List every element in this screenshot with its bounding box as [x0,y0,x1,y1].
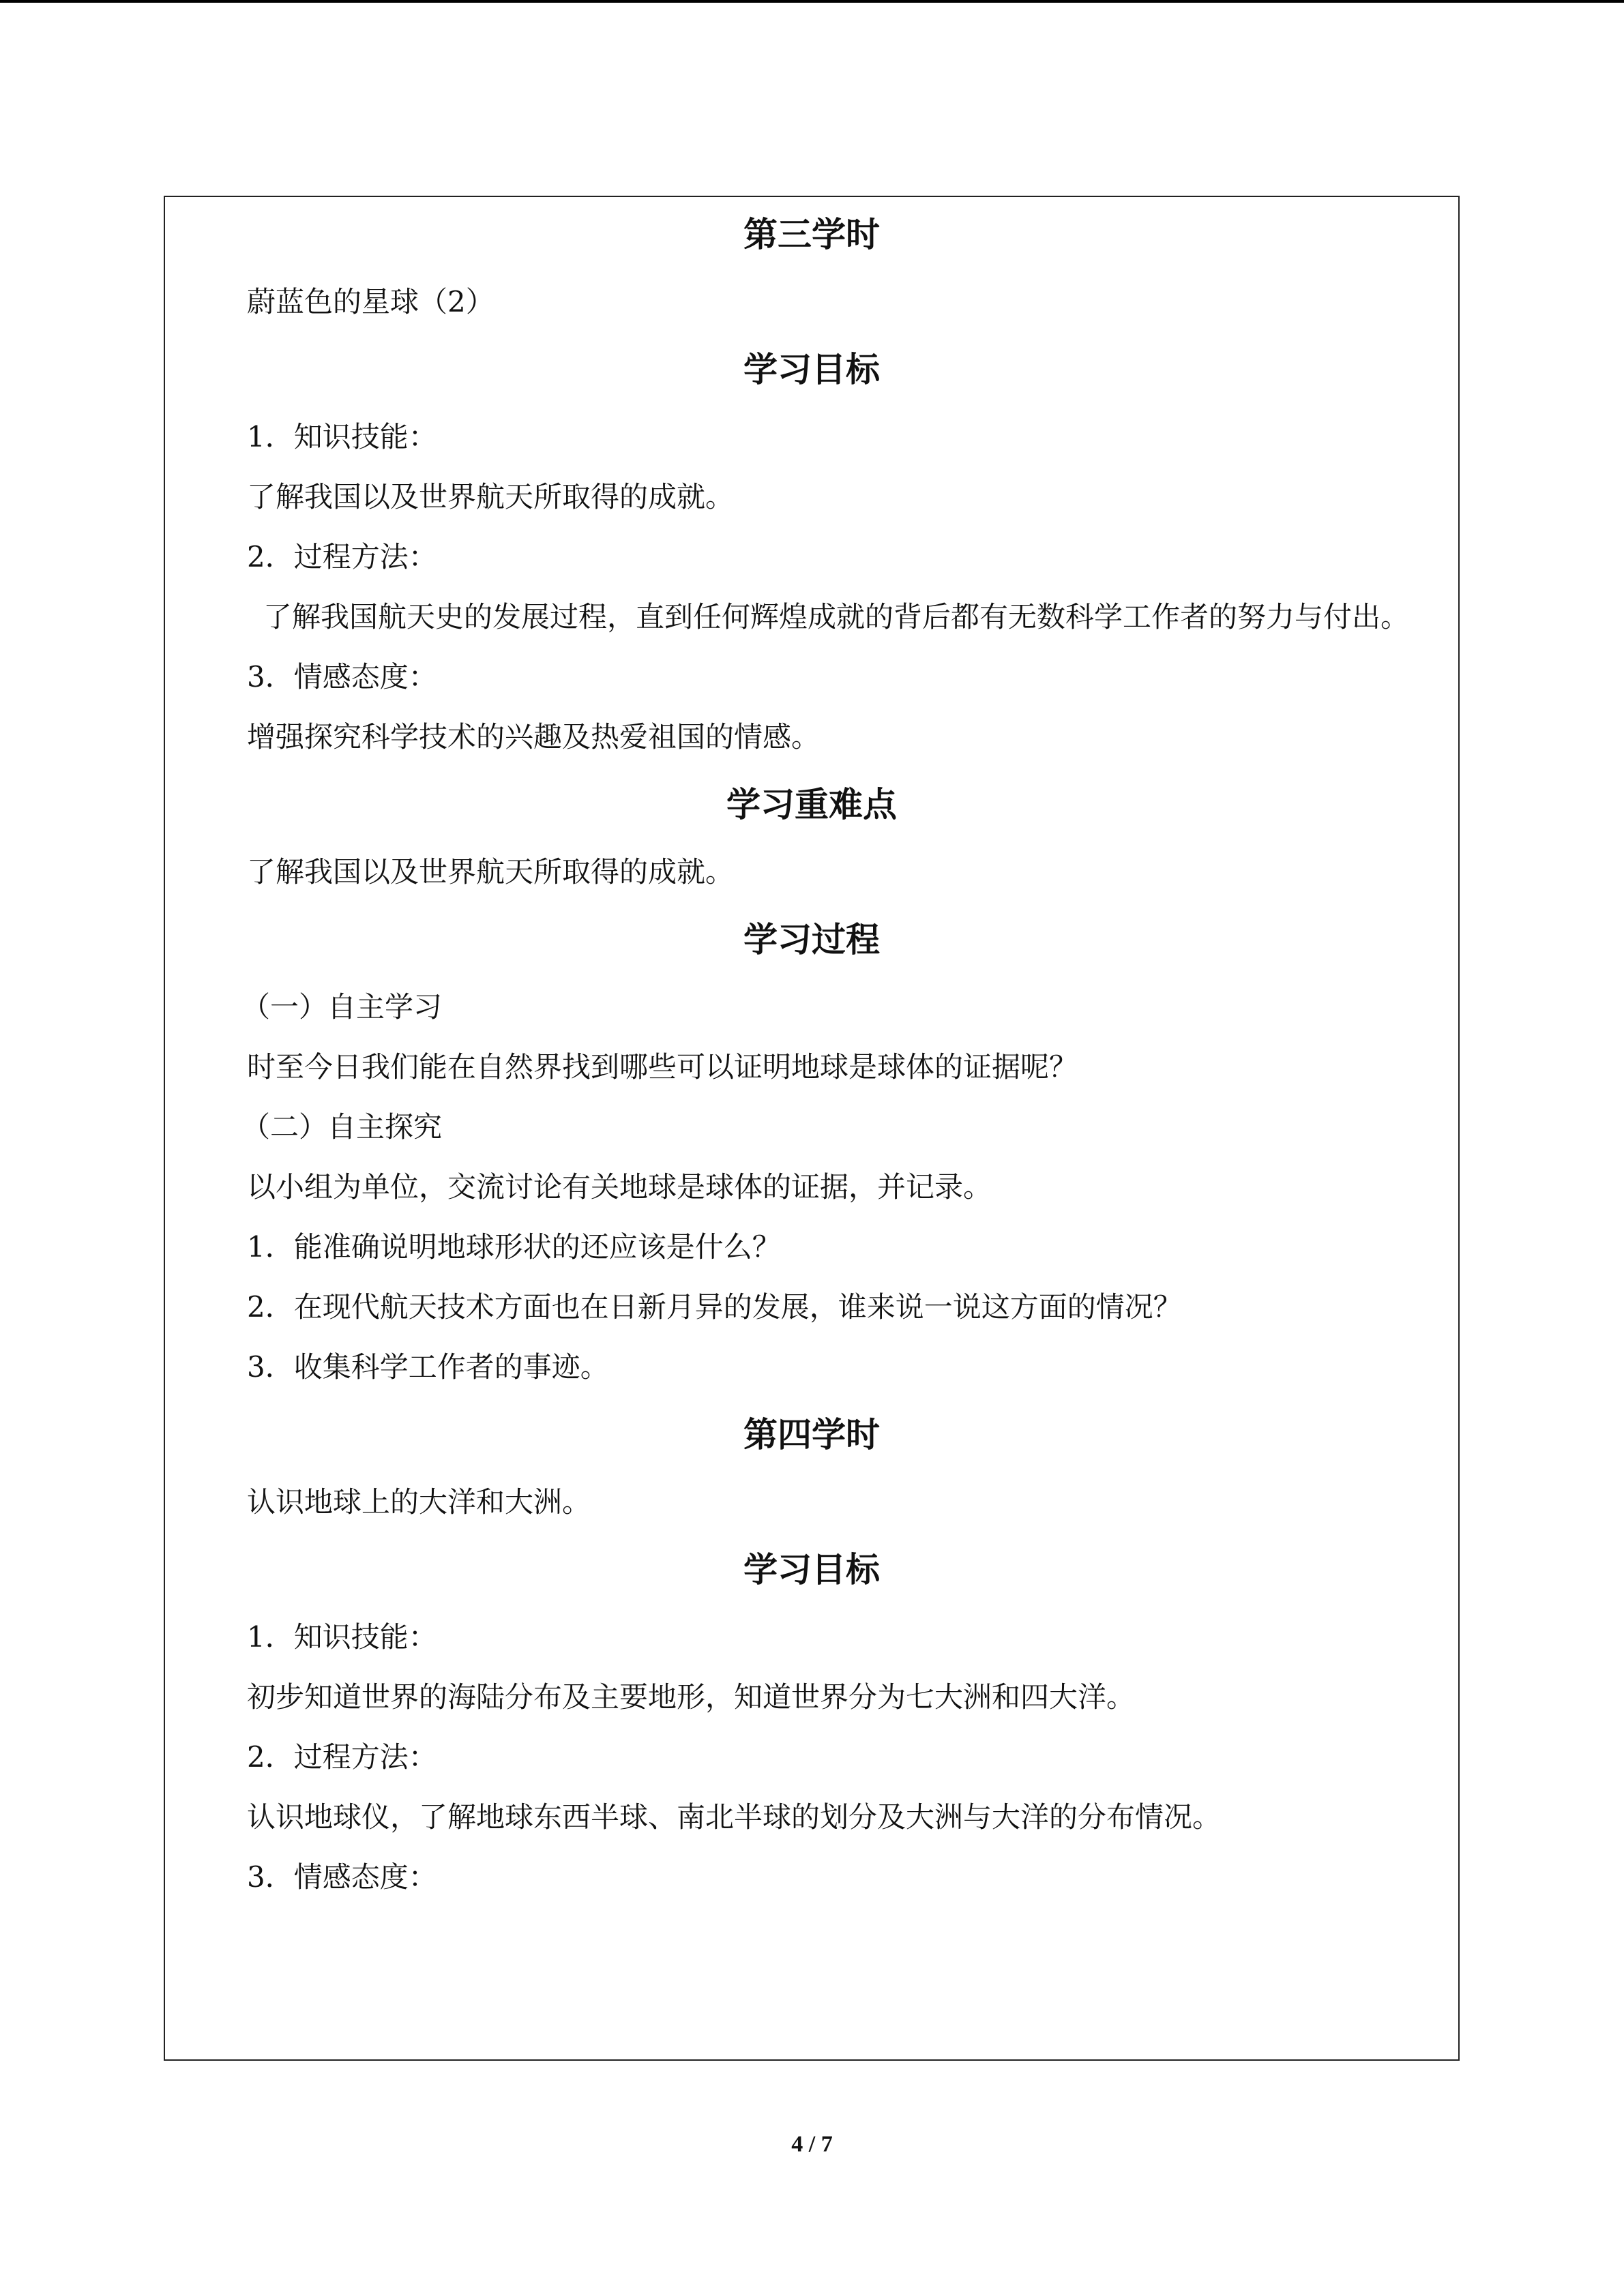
section3-goal3-label: 3．情感态度： [247,660,437,694]
section3-key-text: 了解我国以及世界航天所取得的成就。 [247,855,735,889]
section3-goals-heading: 学习目标 [743,349,880,389]
section3-goal2-text: 了解我国航天史的发展过程，直到任何辉煌成就的背后都有无数科学工作者的努力与付出。 [263,600,1410,633]
section3-process-part2-text: 以小组为单位，交流讨论有关地球是球体的证据，并记录。 [247,1170,992,1204]
section3-key-heading: 学习重难点 [726,784,897,824]
section3-process-part2-label: （二）自主探究 [241,1110,443,1144]
section4-title: 第四学时 [743,1414,880,1455]
section4-goals-heading: 学习目标 [743,1549,880,1590]
section3-process-q1: 1．能准确说明地球形状的还应该是什么？ [247,1230,781,1264]
section3-process-q2: 2．在现代航天技术方面也在日新月异的发展，谁来说一说这方面的情况？ [247,1290,1182,1324]
section3-process-part1-text: 时至今日我们能在自然界找到哪些可以证明地球是球体的证据呢？ [247,1050,1078,1084]
section4-goal3-label: 3．情感态度： [247,1860,437,1894]
page-number: 4 / 7 [791,2132,833,2157]
section3-process-q3: 3．收集科学工作者的事迹。 [247,1350,609,1384]
section3-subtitle: 蔚蓝色的星球（2） [247,285,494,318]
section3-goal1-label: 1．知识技能： [247,420,437,453]
lesson-plan-content [165,197,1458,1907]
section4-goal2-text: 认识地球仪，了解地球东西半球、南北半球的划分及大洲与大洋的分布情况。 [247,1800,1222,1834]
lesson-plan-frame [164,196,1460,2061]
section3-title: 第三学时 [743,214,880,254]
section3-goal1-text: 了解我国以及世界航天所取得的成就。 [247,480,735,513]
page-top-border [0,0,1624,3]
section3-process-heading: 学习过程 [743,919,880,959]
section3-goal3-text: 增强探究科学技术的兴趣及热爱祖国的情感。 [247,720,821,754]
section4-subtitle: 认识地球上的大洋和大洲。 [247,1485,591,1519]
section4-goal1-text: 初步知道世界的海陆分布及主要地形，知道世界分为七大洲和四大洋。 [247,1680,1136,1714]
section4-goal2-label: 2．过程方法： [247,1740,437,1774]
section3-goal2-label: 2．过程方法： [247,540,437,573]
section3-process-part1-label: （一）自主学习 [241,990,443,1024]
section4-goal1-label: 1．知识技能： [247,1620,437,1654]
